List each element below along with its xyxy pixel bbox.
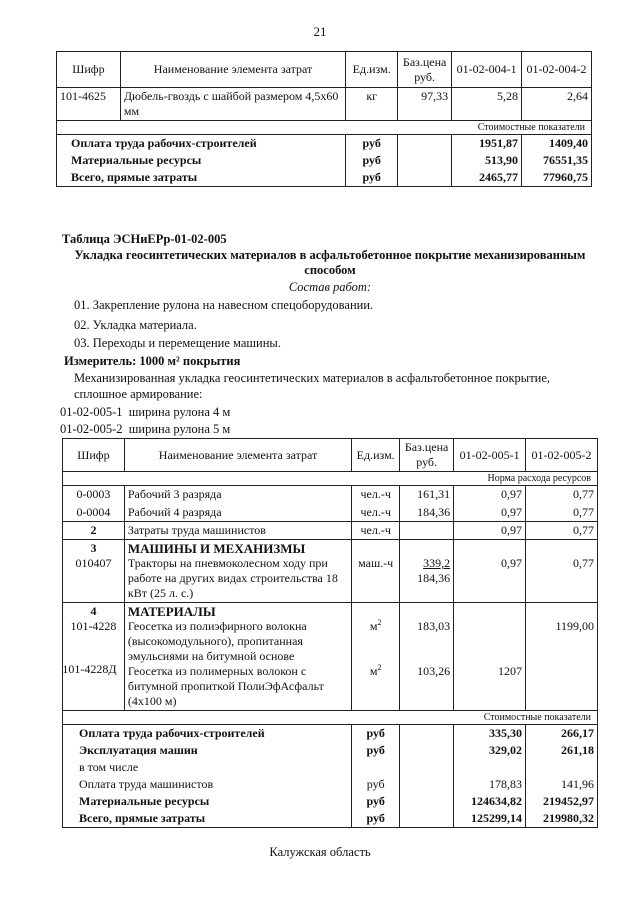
header-unit: Ед.изм. xyxy=(346,52,398,88)
total-v2: 266,17 xyxy=(526,725,598,743)
row-v1: 0,97 xyxy=(454,486,526,504)
cost-table-01-02-004 xyxy=(56,51,592,187)
measure: Измеритель: 1000 м² покрытия xyxy=(64,354,241,368)
footer-region: Калужская область xyxy=(269,845,371,859)
row-v2: 0,77 xyxy=(526,504,598,522)
description: Механизированная укладка геосинтетических материалов в асфальтобетонное покрытие, xyxy=(74,371,551,385)
total-label: Оплата труда рабочих-строителей xyxy=(57,135,346,153)
row-price: 161,31 xyxy=(400,486,454,504)
description-2: сплошное армирование: xyxy=(74,387,203,401)
header-price: Баз.цена руб. xyxy=(400,439,454,472)
row-unit: чел.-ч xyxy=(352,486,400,504)
work-item: 02. Укладка материала. xyxy=(74,318,197,332)
total-label: Оплата труда рабочих-строителей xyxy=(63,725,352,743)
row-v2: 0,77 xyxy=(526,522,598,540)
row-unit: м xyxy=(369,619,378,633)
row-name: Рабочий 4 разряда xyxy=(124,504,351,522)
section-label: Стоимостные показатели xyxy=(57,121,592,135)
row-v2: 0,77 xyxy=(526,486,598,504)
table-row xyxy=(63,540,598,603)
table-row xyxy=(63,522,598,540)
row-name: Затраты труда машинистов xyxy=(124,522,351,540)
total-v2: 261,18 xyxy=(526,742,598,759)
total-v1: 513,90 xyxy=(452,152,522,169)
variant-code: 01-02-005-1 xyxy=(60,405,123,419)
total-label: Материальные ресурсы xyxy=(63,793,352,810)
total-unit: руб xyxy=(346,152,398,169)
row-v1: 0,97 xyxy=(454,522,526,540)
total-v2: 219452,97 xyxy=(526,793,598,810)
variant-code: 01-02-005-2 xyxy=(60,422,123,436)
row-price-2: 184,36 xyxy=(417,571,451,585)
header-col2: 01-02-005-2 xyxy=(526,439,598,472)
total-row xyxy=(57,152,592,169)
row-v1: 0,97 xyxy=(454,504,526,522)
row-unit: маш.-ч xyxy=(352,540,400,603)
total-row xyxy=(63,725,598,743)
work-title: Состав работ: xyxy=(288,280,372,294)
row-v2: 2,64 xyxy=(522,88,592,121)
variant xyxy=(60,405,230,420)
row-name: Рабочий 3 разряда xyxy=(124,486,351,504)
row-unit: кг xyxy=(346,88,398,121)
total-unit: руб xyxy=(352,776,400,793)
row-v1: 1207 xyxy=(498,664,523,678)
total-v2: 141,96 xyxy=(526,776,598,793)
row-v2: 0,77 xyxy=(526,540,598,603)
row-code: 101-4228Д xyxy=(62,662,117,676)
work-item: 03. Переходы и перемещение машины. xyxy=(74,336,281,350)
header-col1: 01-02-004-1 xyxy=(452,52,522,88)
total-v2: 219980,32 xyxy=(526,810,598,828)
row-name: Дюбель-гвоздь с шайбой размером 4,5х60 мм xyxy=(120,88,345,121)
section-number: 4 xyxy=(90,604,97,618)
header-price: Баз.цена руб. xyxy=(398,52,452,88)
row-v2: 1199,00 xyxy=(555,619,594,633)
table-title: Таблица ЭСНиЕРр-01-02-005 xyxy=(62,232,227,246)
row-code: 101-4228 xyxy=(70,619,117,633)
total-v1: 125299,14 xyxy=(454,810,526,828)
header-name: Наименование элемента затрат xyxy=(120,52,345,88)
page-number: 21 xyxy=(313,24,327,39)
row-name: Геосетка из полимерных волокон с битумной пропиткой ПолиЭфАсфальт (4х100 м) xyxy=(127,664,324,708)
total-row xyxy=(63,776,598,793)
table-row xyxy=(63,486,598,504)
row-code: 101-4625 xyxy=(57,88,121,121)
total-row xyxy=(63,759,598,776)
row-name: Геосетка из полиэфирного волокна (высокомодульного), пропитанная эмульсиями на битумной основе xyxy=(127,619,307,663)
row-code: 2 xyxy=(63,522,125,540)
row-code: 010407 xyxy=(75,556,112,570)
row-unit: чел.-ч xyxy=(352,504,400,522)
row-price: 103,26 xyxy=(417,664,451,678)
section-label: Норма расхода ресурсов xyxy=(63,472,598,486)
total-label: Эксплуатация машин xyxy=(63,742,352,759)
header-col2: 01-02-004-2 xyxy=(522,52,592,88)
total-label: Всего, прямые затраты xyxy=(63,810,352,828)
total-label: Оплата труда машинистов xyxy=(63,776,352,793)
row-v1: 0,97 xyxy=(454,540,526,603)
total-unit: руб xyxy=(352,742,400,759)
row-price: 339,2 xyxy=(423,556,451,570)
total-label: Материальные ресурсы xyxy=(57,152,346,169)
table-row xyxy=(57,88,592,121)
total-unit: руб xyxy=(346,169,398,187)
total-label: Всего, прямые затраты xyxy=(57,169,346,187)
total-row xyxy=(57,169,592,187)
row-price: 184,36 xyxy=(400,504,454,522)
total-v1: 178,83 xyxy=(454,776,526,793)
table-row xyxy=(63,504,598,522)
header-code: Шифр xyxy=(57,52,121,88)
total-v2: 77960,75 xyxy=(522,169,592,187)
row-name: Тракторы на пневмоколесном ходу при работе на других видах строительства 18 кВт (25 л. с.) xyxy=(127,556,338,600)
header-name: Наименование элемента затрат xyxy=(124,439,351,472)
total-row xyxy=(63,742,598,759)
variant-text: ширина рулона 4 м xyxy=(128,405,231,419)
variant-text: ширина рулона 5 м xyxy=(128,422,231,436)
total-v2: 76551,35 xyxy=(522,152,592,169)
total-unit: руб xyxy=(346,135,398,153)
unit-superscript: 2 xyxy=(377,663,382,672)
row-code: 0-0003 xyxy=(63,486,125,504)
row-v1: 5,28 xyxy=(452,88,522,121)
row-price: 183,03 xyxy=(417,619,451,633)
total-v1: 2465,77 xyxy=(452,169,522,187)
cost-table-01-02-005 xyxy=(62,438,598,828)
work-item: 01. Закрепление рулона на навесном спецоборудовании. xyxy=(74,298,374,312)
total-row xyxy=(63,810,598,828)
total-v1: 124634,82 xyxy=(454,793,526,810)
total-v1: 329,02 xyxy=(454,742,526,759)
total-label: в том числе xyxy=(63,759,352,776)
row-unit: м xyxy=(369,664,378,678)
variant xyxy=(60,422,230,437)
table-row xyxy=(63,603,598,711)
header-unit: Ед.изм. xyxy=(352,439,400,472)
section-title: МАТЕРИАЛЫ xyxy=(127,604,216,619)
section-label: Стоимостные показатели xyxy=(63,711,598,725)
header-col1: 01-02-005-1 xyxy=(454,439,526,472)
total-unit: руб xyxy=(352,810,400,828)
total-row xyxy=(57,135,592,153)
row-unit: чел.-ч xyxy=(352,522,400,540)
row-code: 0-0004 xyxy=(63,504,125,522)
unit-superscript: 2 xyxy=(377,618,382,627)
total-row xyxy=(63,793,598,810)
section-title: МАШИНЫ И МЕХАНИЗМЫ xyxy=(127,541,306,556)
total-v2: 1409,40 xyxy=(522,135,592,153)
section-number: 3 xyxy=(90,541,97,555)
row-price: 97,33 xyxy=(398,88,452,121)
total-unit: руб xyxy=(352,725,400,743)
subtitle-2: способом xyxy=(304,263,356,277)
total-unit: руб xyxy=(352,793,400,810)
total-v1: 1951,87 xyxy=(452,135,522,153)
total-v1: 335,30 xyxy=(454,725,526,743)
subtitle: Укладка геосинтетических материалов в асфальтобетонное покрытие механизированным xyxy=(74,248,586,262)
header-code: Шифр xyxy=(63,439,125,472)
